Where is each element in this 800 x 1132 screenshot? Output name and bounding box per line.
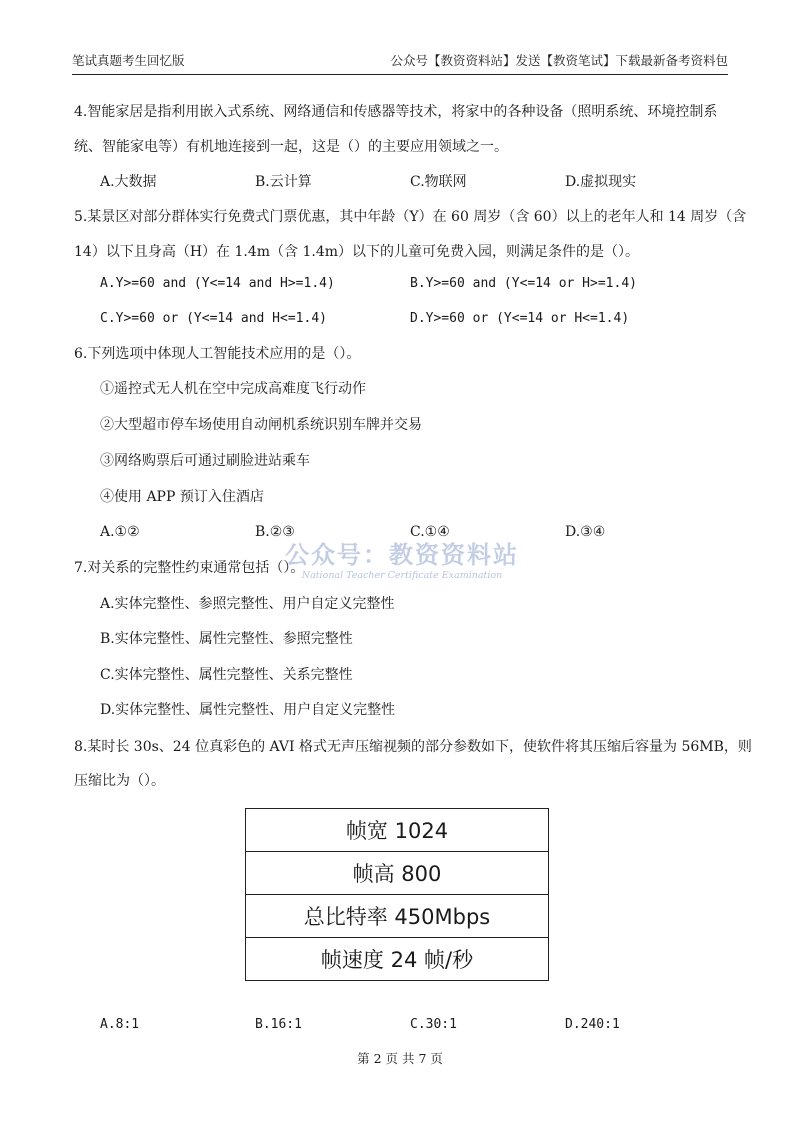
video-parameter-table — [245, 808, 549, 981]
q7-option-b: B.实体完整性、属性完整性、参照完整性 — [100, 631, 353, 647]
q6-option-a: A.①② — [100, 524, 140, 540]
q5-option-a: A.Y>=60 and (Y<=14 and H>=1.4) — [100, 276, 335, 291]
q8-option-c: C.30:1 — [410, 1017, 457, 1032]
param-frame-rate: 帧速度 24 帧/秒 — [246, 938, 549, 981]
param-total-bitrate: 总比特率 450Mbps — [246, 895, 549, 938]
q4-option-b: B.云计算 — [255, 174, 312, 190]
q6-item-2: ②大型超市停车场使用自动闸机系统识别车牌并交易 — [100, 417, 422, 433]
watermark-sub-text: National Teacher Certificate Examination — [301, 570, 503, 581]
q5-stem-line2: 14）以下且身高（H）在 1.4m（含 1.4m）以下的儿童可免费入园，则满足条件的是（）。 — [74, 244, 640, 260]
q8-option-d: D.240:1 — [565, 1017, 620, 1032]
q6-item-4: ④使用 APP 预订入住酒店 — [100, 489, 264, 505]
q6-option-d: D.③④ — [565, 524, 606, 540]
q7-stem: 7.对关系的完整性约束通常包括（）。 — [74, 560, 305, 576]
watermark-main-text: 公众号：教资资料站 — [285, 541, 519, 569]
header-left-title: 笔试真题考生回忆版 — [72, 53, 185, 68]
q8-stem-line2: 压缩比为（）。 — [74, 773, 165, 789]
q4-stem-line1: 4.智能家居是指利用嵌入式系统、网络通信和传感器等技术，将家中的各种设备（照明系统、环境控制系 — [74, 104, 718, 120]
q6-stem: 6.下列选项中体现人工智能技术应用的是（）。 — [74, 346, 361, 362]
q7-option-d: D.实体完整性、属性完整性、用户自定义完整性 — [100, 702, 396, 718]
q4-option-a: A.大数据 — [100, 174, 157, 190]
q6-item-1: ①遥控式无人机在空中完成高难度飞行动作 — [100, 381, 366, 397]
q6-item-3: ③网络购票后可通过刷脸进站乘车 — [100, 453, 310, 469]
watermark — [282, 540, 522, 590]
q7-option-c: C.实体完整性、属性完整性、关系完整性 — [100, 667, 353, 683]
q5-option-d: D.Y>=60 or (Y<=14 or H<=1.4) — [410, 311, 630, 326]
q4-option-d: D.虚拟现实 — [565, 174, 637, 190]
q8-stem-line1: 8.某时长 30s、24 位真彩色的 AVI 格式无声压缩视频的部分参数如下，使软件将其压缩后容量为 56MB，则 — [74, 739, 752, 755]
q8-option-b: B.16:1 — [255, 1017, 302, 1032]
q4-option-c: C.物联网 — [410, 174, 467, 190]
page-header — [72, 52, 728, 75]
q6-option-c: C.①④ — [410, 524, 450, 540]
header-right-notice: 公众号【教资资料站】发送【教资笔试】下载最新备考资料包 — [390, 53, 728, 68]
q6-option-b: B.②③ — [255, 524, 295, 540]
page-number: 第 2 页 共 7 页 — [357, 1051, 443, 1066]
param-frame-width: 帧宽 1024 — [246, 809, 549, 852]
q4-stem-line2: 统、智能家电等）有机地连接到一起，这是（）的主要应用领域之一。 — [74, 139, 508, 155]
param-frame-height: 帧高 800 — [246, 852, 549, 895]
q8-option-a: A.8:1 — [100, 1017, 140, 1032]
q5-option-c: C.Y>=60 or (Y<=14 and H<=1.4) — [100, 311, 327, 326]
q7-option-a: A.实体完整性、参照完整性、用户自定义完整性 — [100, 596, 395, 612]
q5-option-b: B.Y>=60 and (Y<=14 or H>=1.4) — [410, 276, 637, 291]
q5-stem-line1: 5.某景区对部分群体实行免费式门票优惠，其中年龄（Y）在 60 周岁（含 60）以上的老年人和 14 周岁（含 — [74, 209, 747, 225]
